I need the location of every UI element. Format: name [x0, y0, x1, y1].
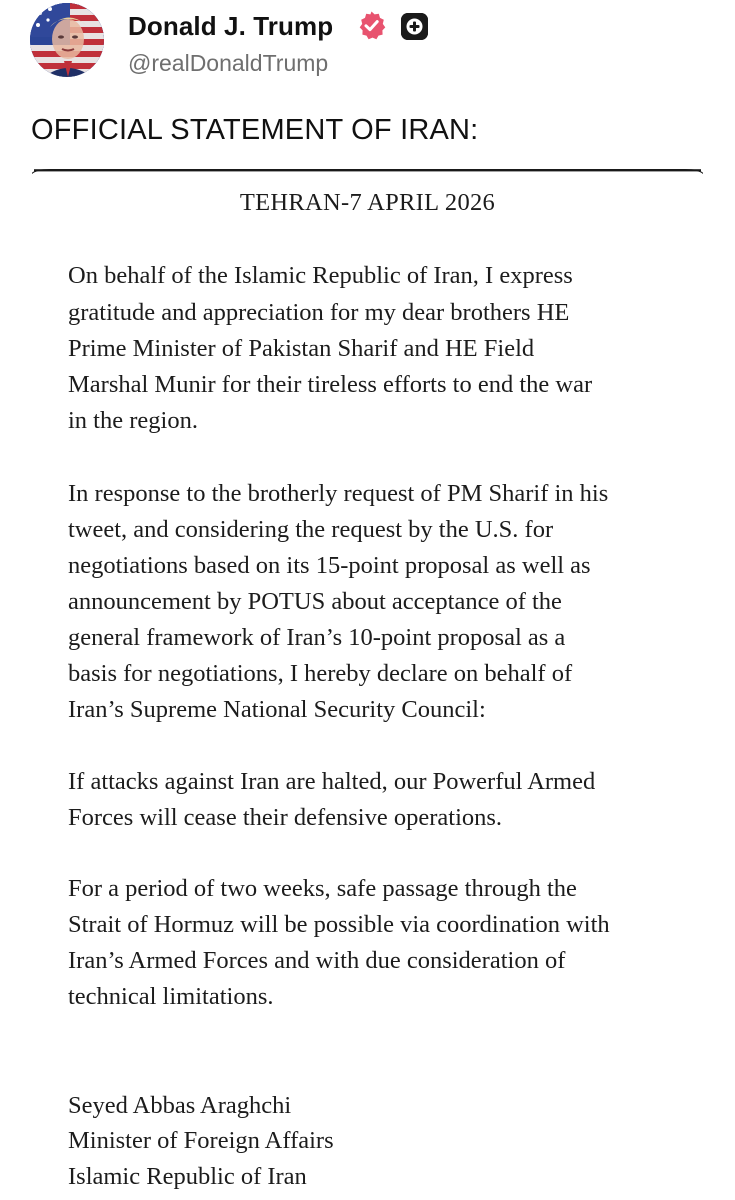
- document-line: tweet, and considering the request by the U.S. for: [68, 516, 554, 543]
- document-line: technical limitations.: [68, 983, 274, 1010]
- document-line: in the region.: [68, 407, 198, 434]
- document-line: Iran’s Supreme National Security Council:: [68, 696, 486, 723]
- plus-square-icon: [401, 13, 428, 40]
- document-line: general framework of Iran’s 10-point proposal as a: [68, 624, 566, 651]
- attached-statement-image[interactable]: [30, 168, 705, 1200]
- signatory-title: Minister of Foreign Affairs: [68, 1127, 334, 1154]
- document-line: gratitude and appreciation for my dear brothers HE: [68, 299, 570, 326]
- post-header: [30, 3, 720, 79]
- document-line: negotiations based on its 15-point proposal as well as: [68, 552, 591, 579]
- signatory-name: Seyed Abbas Araghchi: [68, 1092, 292, 1119]
- author-display-name[interactable]: Donald J. Trump: [128, 11, 334, 41]
- document-line: Marshal Munir for their tireless efforts to end the war: [68, 371, 593, 398]
- document-dateline: TEHRAN-7 APRIL 2026: [239, 189, 496, 216]
- document-line: On behalf of the Islamic Republic of Iran, I express: [68, 262, 573, 289]
- signatory-organization: Islamic Republic of Iran: [68, 1163, 307, 1190]
- post-text: OFFICIAL STATEMENT OF IRAN:: [31, 114, 479, 146]
- document-line: For a period of two weeks, safe passage through the: [68, 875, 577, 902]
- document-line: Forces will cease their defensive operations.: [68, 804, 503, 831]
- avatar[interactable]: [30, 3, 104, 77]
- verified-badge-icon: [356, 10, 387, 41]
- avatar-image: [30, 3, 104, 77]
- author-handle[interactable]: @realDonaldTrump: [128, 50, 329, 76]
- document-line: Prime Minister of Pakistan Sharif and HE Field: [68, 335, 535, 362]
- document-line: In response to the brotherly request of PM Sharif in his: [68, 480, 609, 507]
- document-top-rule: [30, 168, 705, 176]
- document-line: basis for negotiations, I hereby declare on behalf of: [68, 660, 573, 687]
- document-line: announcement by POTUS about acceptance of the: [68, 588, 562, 615]
- document-line: Iran’s Armed Forces and with due consideration of: [68, 947, 566, 974]
- document-line: Strait of Hormuz will be possible via coordination with: [68, 911, 610, 938]
- document-line: If attacks against Iran are halted, our Powerful Armed: [68, 768, 596, 795]
